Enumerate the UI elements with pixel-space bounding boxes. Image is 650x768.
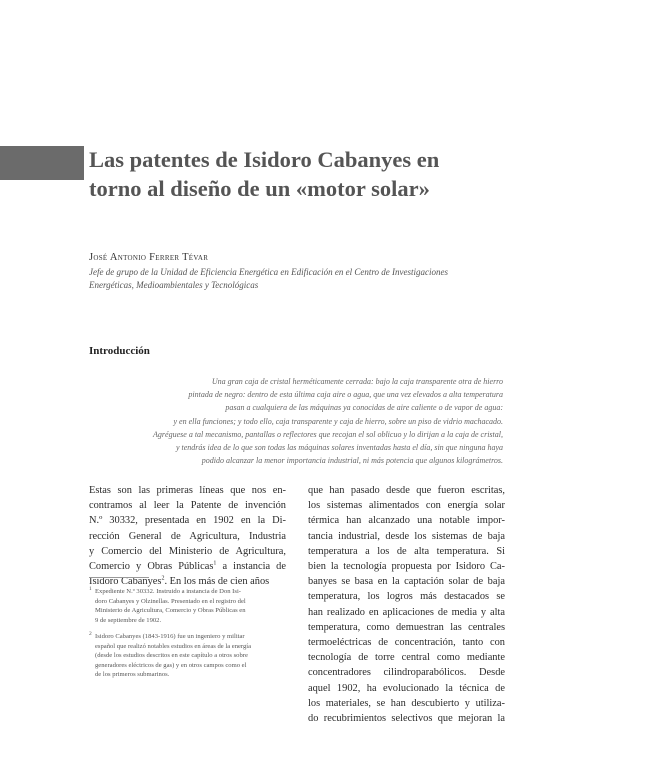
- body-line-with-note: [89, 559, 286, 574]
- body-text: En los más de cien años: [169, 576, 270, 588]
- chapter-title: [89, 145, 559, 203]
- body-line: que han pasado desde que fueron escritas,: [308, 485, 505, 496]
- body-line: rección General de Agricultura, Industria: [89, 530, 286, 542]
- footnote-ref: 1: [213, 560, 217, 567]
- affiliation-line: Jefe de grupo de la Unidad de Eficiencia Energética en Edificación en el Centro de Investigaciones: [89, 267, 448, 277]
- author-affiliation: [89, 266, 529, 292]
- title-line: Las patentes de Isidoro Cabanyes en: [89, 147, 440, 172]
- footnote-line: de los primeros submarinos.: [95, 671, 170, 679]
- footnote: [89, 632, 289, 680]
- epigraph-line: Agréguese a tal mecanismo, pantallas o reflectores que recojan el sol oblicuo y lo dirijan a la caja de cristal,: [153, 429, 503, 439]
- epigraph: [100, 375, 503, 467]
- epigraph-line: y tendrás idea de lo que son todas las máquinas solares inventadas hasta el día, sin que ninguna haya: [175, 443, 503, 453]
- body-line: y Comercio del Ministerio de Agricultura,: [89, 545, 286, 557]
- body-line: temperatura, los logros más destacados se: [308, 591, 505, 603]
- footnote-ref: 2: [161, 575, 165, 582]
- footnote-line: doro Cabanyes y Olzinellas. Presentado en el registro del: [95, 597, 246, 605]
- epigraph-line: Una gran caja de cristal herméticamente cerrada: bajo la caja transparente otra de hierro: [211, 377, 503, 386]
- body-text: .: [164, 576, 170, 588]
- body-line: termoeléctricas de concentración, tanto con: [308, 637, 505, 649]
- body-line: térmica han alcanzado una notable impor-: [308, 515, 505, 527]
- footnote: [89, 587, 289, 625]
- title-accent-bar: [0, 146, 84, 180]
- body-line: han realizado en aplicaciones de media y alta: [308, 606, 505, 618]
- body-line: Estas son las primeras líneas que nos en-: [89, 485, 286, 496]
- body-line: aquel 1902, ha evolucionado la técnica de: [308, 682, 505, 694]
- body-line: tancia industrial, desde los sistemas de baja: [308, 530, 505, 542]
- body-text: a instancia de: [216, 561, 286, 573]
- footnote-line: Isidoro Cabanyes (1843-1916) fue un ingeniero y militar: [95, 633, 245, 640]
- footnote-line: (desde los estudios descritos en este capítulo a otros sobre: [95, 652, 248, 660]
- body-line: bien la tecnología propuesta por Isidoro Ca-: [308, 561, 505, 573]
- footnote-separator: [89, 577, 149, 578]
- affiliation-line: Energéticas, Medioambientales y Tecnológicas: [89, 280, 259, 290]
- body-line: tecnología de torre central como mediante: [308, 652, 505, 664]
- epigraph-line: pintada de negro: dentro de esta última caja aire o agua, que una vez elevados a alta temperatura: [188, 390, 503, 400]
- body-line: los sistemas alimentados con energía solar: [308, 500, 505, 512]
- epigraph-line: y en ella funciones; y todo ello, caja transparente y caja de hierro, sobre un piso de vidrio machacado.: [173, 416, 503, 426]
- body-line: banyes se basa en la captación solar de baja: [308, 576, 505, 588]
- footnote-line: español que realizó notables estudios en áreas de la energía: [95, 642, 252, 650]
- body-column-right: [308, 483, 505, 726]
- footnote-line: generadores eléctricos de gas) y en otros campos como el: [95, 661, 247, 669]
- body-line: temperatura, como demuestran las centrales: [308, 621, 505, 633]
- body-line: los materiales, se han descubierto y utiliza-: [308, 697, 505, 709]
- body-line: contramos al leer la Patente de invención: [89, 500, 286, 512]
- body-column-left: [89, 483, 286, 589]
- footnote-number: 2: [89, 631, 92, 637]
- footnote-line: Expediente N.º 30332. Instruido a instancia de Don Isi-: [95, 588, 241, 595]
- body-text: Comercio y Obras Públicas: [89, 561, 214, 573]
- title-line: torno al diseño de un «motor solar»: [89, 176, 430, 201]
- footnote-line: Ministerio de Agricultura, Comercio y Obras Públicas en: [95, 607, 246, 615]
- footnote-line: 9 de septiembre de 1902.: [95, 616, 162, 624]
- body-line: do recubrimientos selectivos que mejoran la: [308, 713, 505, 725]
- body-text: Isidoro Cabanyes: [89, 576, 162, 588]
- body-line: N.º 30332, presentada en 1902 en la Di-: [89, 515, 286, 527]
- footnote-number: 1: [89, 586, 92, 592]
- epigraph-line: podido alcanzar la menor importancia industrial, ni más potencia que algunos kilográmetros.: [201, 456, 503, 466]
- footnote-body: [95, 587, 289, 625]
- author-name: José Antonio Ferrer Tévar: [89, 252, 209, 263]
- section-heading: Introducción: [89, 345, 150, 357]
- footnote-body: [95, 632, 289, 680]
- body-line: concentradores cilindroparabólicos. Desde: [308, 667, 505, 679]
- body-line: temperatura a los de alta temperatura. Si: [308, 545, 505, 557]
- epigraph-line: pasan a cualquiera de las máquinas ya conocidas de aire caliente o de vapor de agua:: [225, 403, 503, 413]
